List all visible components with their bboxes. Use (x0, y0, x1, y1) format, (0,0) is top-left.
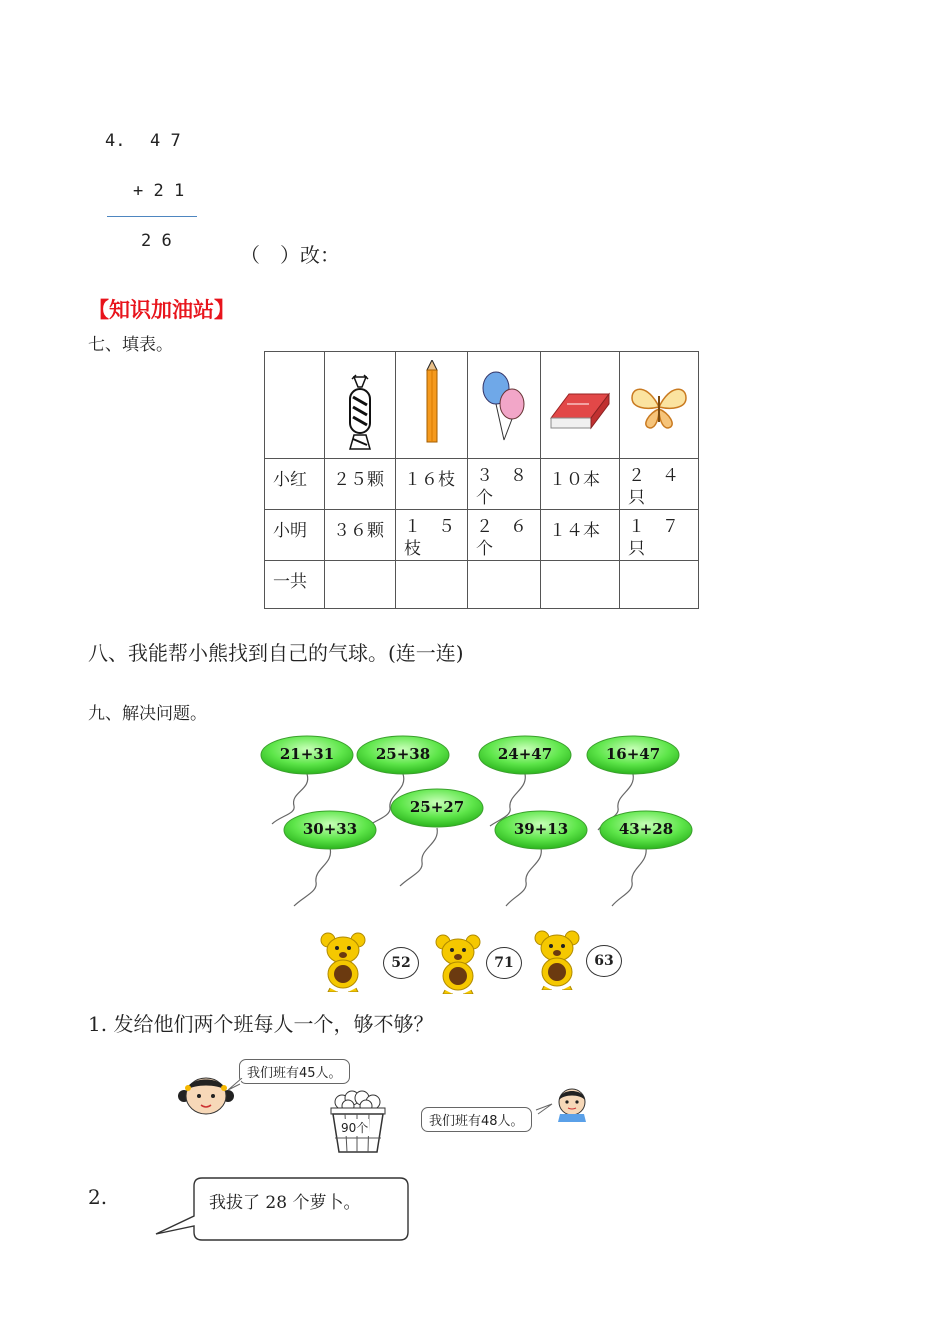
balloon-label: 24+47 (497, 745, 553, 763)
basket-label: 90个 (341, 1121, 369, 1135)
table-cell: １ ７只 (620, 510, 699, 561)
q7-title: 七、填表。 (88, 335, 173, 355)
q4-result: 2 6 (141, 231, 172, 251)
speech-tail (534, 1100, 554, 1116)
balloon-label: 16+47 (605, 745, 661, 763)
header-empty-cell (265, 352, 325, 459)
balloon-group (250, 730, 700, 915)
q9-problem-1: 1. 发给他们两个班每人一个，够不够？ (88, 1012, 434, 1036)
row-label: 一共 (265, 561, 325, 609)
answer-cell[interactable] (396, 561, 468, 609)
balloon-label: 43+28 (618, 820, 674, 838)
table-cell: ２ ４只 (620, 459, 699, 510)
boy-icon (554, 1086, 590, 1122)
row-label: 小明 (265, 510, 325, 561)
q9-problem-2-speech: 我拔了 28 个萝卜。 (209, 1193, 361, 1213)
fill-table (264, 351, 699, 609)
pencil-icon (396, 352, 468, 459)
table-row (265, 459, 699, 510)
balloon-label: 39+13 (513, 820, 569, 838)
q4-number: 4. (105, 131, 126, 151)
table-cell: １６枝 (396, 459, 468, 510)
balloon-label: 25+38 (375, 745, 431, 763)
balloons-icon (468, 352, 541, 459)
balloon-label: 21+31 (279, 745, 335, 763)
answer-cell[interactable] (325, 561, 396, 609)
table-row (265, 510, 699, 561)
butterfly-icon (620, 352, 699, 459)
table-cell: １４本 (541, 510, 620, 561)
table-cell: ３６颗 (325, 510, 396, 561)
bear-number[interactable]: 63 (586, 945, 622, 977)
table-cell: １０本 (541, 459, 620, 510)
table-cell: ３ ８个 (468, 459, 541, 510)
candy-icon (325, 352, 396, 459)
table-cell: ２ ６个 (468, 510, 541, 561)
q4-top-operand: 4 7 (150, 131, 181, 151)
balloon-label: 30+33 (302, 820, 358, 838)
table-row (265, 561, 699, 609)
balloon-label: 25+27 (409, 798, 465, 816)
answer-cell[interactable] (468, 561, 541, 609)
bear-number[interactable]: 71 (486, 947, 522, 979)
girl-speech-bubble: 我们班有45人。 (239, 1059, 350, 1084)
bear-icon (532, 928, 582, 990)
row-label: 小红 (265, 459, 325, 510)
section-header: 【知识加油站】 (88, 297, 235, 322)
answer-cell[interactable] (541, 561, 620, 609)
q9-title: 九、解决问题。 (88, 704, 207, 724)
book-icon (541, 352, 620, 459)
table-cell: １ ５枝 (396, 510, 468, 561)
bear-number[interactable]: 52 (383, 947, 419, 979)
q4-sum-line (107, 216, 197, 217)
q9-problem-2-number: 2. (88, 1185, 108, 1209)
q4-judge-prompt: （ ）改： (240, 243, 340, 267)
bear-icon (318, 930, 368, 992)
q8-title: 八、我能帮小熊找到自己的气球。(连一连) (88, 641, 464, 665)
speech-tail (226, 1078, 244, 1092)
bear-icon (433, 932, 483, 994)
boy-speech-bubble: 我们班有48人。 (421, 1107, 532, 1132)
table-cell: ２５颗 (325, 459, 396, 510)
answer-cell[interactable] (620, 561, 699, 609)
q4-second-operand: + 2 1 (133, 181, 185, 201)
